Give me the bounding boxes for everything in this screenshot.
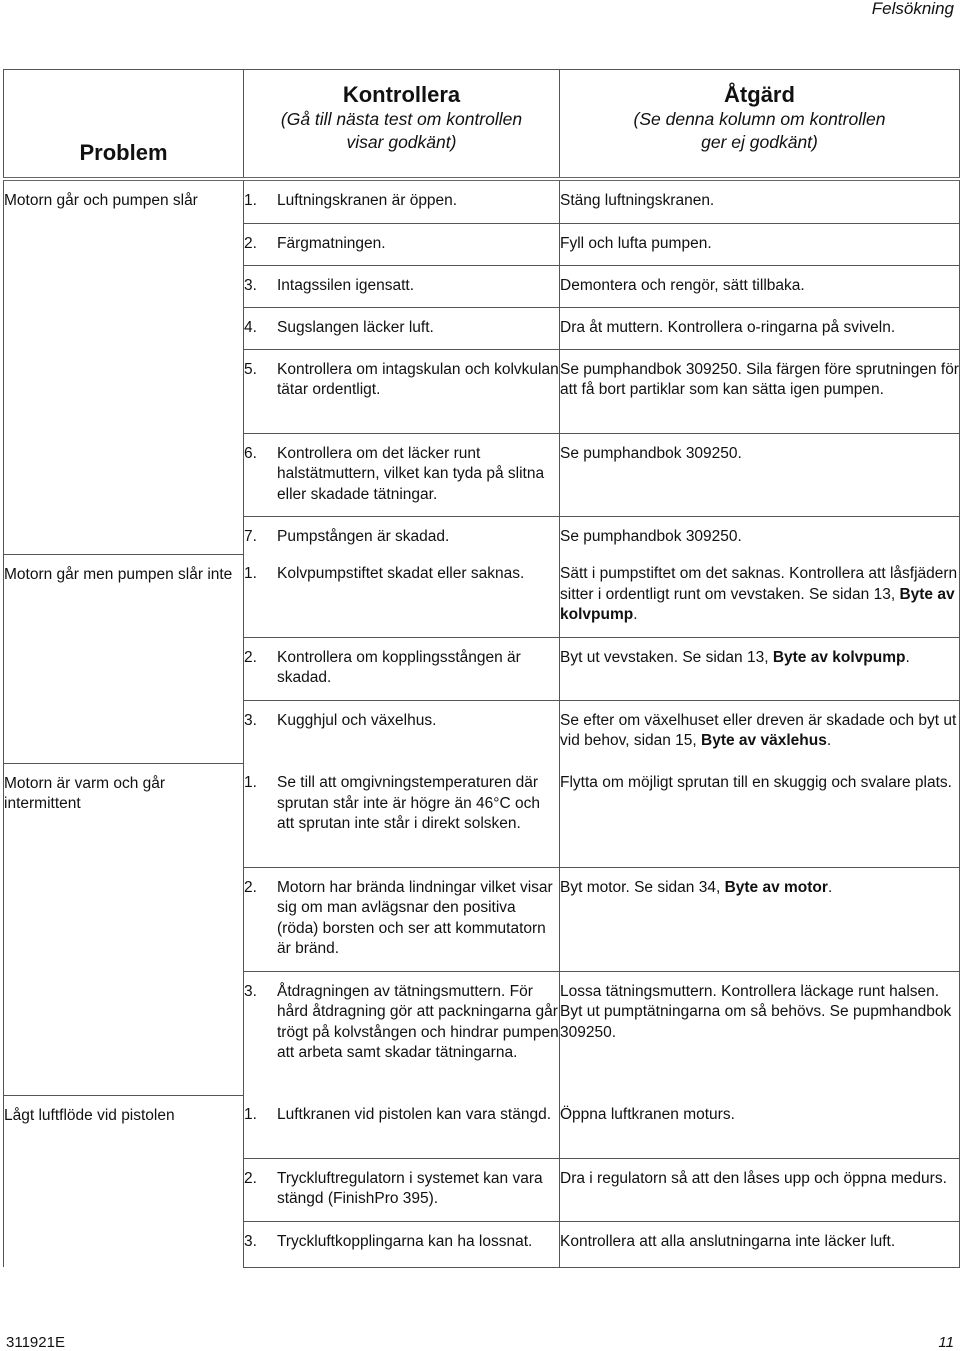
action-text-part: Byt motor. Se sidan 34, [560,878,725,896]
check-cell [244,971,560,1095]
action-text-part: Byt ut vevstaken. Se sidan 13, [560,648,773,666]
check-number: 7. [244,527,257,545]
action-text: Fyll och lufta pumpen. [560,234,712,252]
check-text: Luftkranen vid pistolen kan vara stängd. [277,1106,552,1123]
check-text: Färgmatningen. [277,234,386,252]
action-reference: Byte av växlehus [701,732,827,749]
action-cell [560,433,960,516]
action-text: Se pumphandbok 309250. [560,444,742,462]
problem-cell [4,763,244,1095]
action-reference: Byte av kolvpump [772,648,906,666]
check-cell [244,637,560,700]
check-number: 6. [244,444,257,462]
check-cell [244,1158,560,1221]
check-text: Kugghjul och växelhus. [277,711,437,729]
check-text: Kontrollera om det läcker runt halstätmuttern, vilket kan tyda på slitna eller skadade tätningar. [277,444,545,503]
action-text [560,638,959,669]
problem-text: Motorn är varm och går intermittent [4,774,166,812]
check-number: 3. [244,982,257,1000]
action-text: Demontera och rengör, sätt tillbaka. [560,276,805,294]
check-cell [244,1095,560,1158]
action-cell [560,181,960,223]
check-cell [244,349,560,433]
check-text: Tryckluftkopplingarna kan ha lossnat. [277,1232,533,1250]
check-text: Kolvpumpstiftet skadat eller saknas. [277,565,525,582]
action-text: Se pumphandbok 309250. [560,527,742,545]
check-cell [244,223,560,265]
problem-cell [4,181,244,554]
header-check-sub-1: (Gå till nästa test om kontrollen [280,109,523,129]
check-text: Luftningskranen är öppen. [277,192,458,209]
action-cell [560,554,960,637]
check-cell [244,181,560,223]
check-cell [244,867,560,971]
table-body [4,181,960,1267]
check-text: Sugslangen läcker luft. [277,318,434,336]
action-cell [560,700,960,763]
action-text-part: Sätt i pumpstiftet om det saknas. Kontrollera att låsfjädern sitter i ordentligt runt om vevstaken. Se sidan 13, [560,565,958,603]
action-reference: Byte av kolvpump [560,585,955,623]
check-text: Åtdragningen av tätningsmuttern. För hård åtdragning gör att packningarna går trögt på kolvstången och hindrar pumpen att arbeta samt skadar tätningarna. [277,982,559,1061]
action-text [560,701,959,752]
action-text: Kontrollera att alla anslutningarna inte läcker luft. [560,1232,896,1250]
check-number: 4. [244,318,257,336]
header-action-title: Åtgärd [724,82,795,107]
page-number: 11 [938,1334,954,1351]
action-text: Öppna luftkranen moturs. [560,1106,735,1123]
check-text: Kontrollera om intagskulan och kolvkulan tätar ordentligt. [277,360,559,398]
header-action [560,70,960,180]
check-number: 3. [244,1232,257,1250]
check-number: 1. [244,1106,257,1123]
problem-text: Motorn går men pumpen slår inte [4,565,233,583]
problem-text: Motorn går och pumpen slår [4,192,198,209]
check-number: 1. [244,565,257,582]
action-cell [560,349,960,433]
check-number: 5. [244,360,257,378]
action-text: Dra i regulatorn så att den låses upp och öppna medurs. [560,1169,947,1187]
check-cell [244,433,560,516]
document-number: 311921E [6,1334,65,1351]
check-cell [244,307,560,349]
check-cell [244,1221,560,1267]
header-check-sub-2: visar godkänt) [346,132,457,152]
check-cell [244,516,560,554]
action-text [560,554,959,626]
header-check-title: Kontrollera [342,82,461,107]
check-text: Pumpstången är skadad. [277,527,450,545]
action-cell [560,1158,960,1221]
header-problem: Problem [4,70,244,180]
section-title: Felsökning [871,0,954,18]
check-cell [244,265,560,307]
action-text: Flytta om möjligt sprutan till en skuggig och svalare plats. [560,774,952,791]
action-text-part: . [633,606,638,623]
problem-cell [4,1095,244,1267]
check-text: Motorn har brända lindningar vilket visar sig om man avlägsnar den positiva (röda) borsten och ser att kommutatorn är bränd. [277,878,553,957]
action-text: Se pumphandbok 309250. Sila färgen före sprutningen för att få bort partiklar som kan sätta igen pumpen. [560,360,959,398]
table-row [4,181,960,223]
check-text: Kontrollera om kopplingsstången är skadad. [277,648,521,686]
troubleshooting-table [3,69,960,1268]
check-number: 1. [244,192,257,209]
action-text-part: Se efter om växelhuset eller dreven är skadade och byt ut vid behov, sidan 15, [560,711,957,749]
action-cell [560,516,960,554]
check-cell [244,763,560,867]
action-cell [560,637,960,700]
check-number: 2. [244,234,257,252]
check-cell [244,554,560,637]
action-text: Stäng luftningskranen. [560,192,715,209]
action-text-part: . [827,878,833,896]
action-text [560,868,959,899]
header-action-sub-1: (Se denna kolumn om kontrollen [633,109,886,129]
table-row [4,763,960,867]
action-text-part: . [826,732,832,749]
check-text: Tryckluftregulatorn i systemet kan vara stängd (FinishPro 395). [277,1169,543,1207]
check-text: Se till att omgivningstemperaturen där sprutan står inte är högre än 46°C och att sprutan inte står i direkt solsken. [277,774,540,832]
check-number: 3. [244,711,257,729]
problem-text: Lågt luftflöde vid pistolen [4,1106,175,1124]
action-cell [560,1221,960,1267]
header-check [244,70,560,180]
table-row [4,554,960,637]
action-cell [560,971,960,1095]
action-text-part: . [905,648,910,666]
check-number: 2. [244,878,257,896]
action-cell [560,223,960,265]
action-cell [560,1095,960,1158]
action-cell [560,867,960,971]
check-number: 1. [244,774,257,791]
action-text: Dra åt muttern. Kontrollera o-ringarna på sviveln. [560,318,896,336]
check-text: Intagssilen igensatt. [277,276,415,294]
problem-cell [4,554,244,763]
check-cell [244,700,560,763]
table-row [4,1095,960,1158]
check-number: 2. [244,648,257,666]
action-cell [560,265,960,307]
action-cell [560,763,960,867]
header-action-sub-2: ger ej godkänt) [701,132,818,152]
action-reference: Byte av motor [724,878,828,896]
action-text: Lossa tätningsmuttern. Kontrollera läckage runt halsen. Byt ut pumptätningarna om så behövs. Se pupmhandbok 309250. [560,982,952,1041]
check-number: 2. [244,1169,257,1187]
action-cell [560,307,960,349]
check-number: 3. [244,276,257,294]
